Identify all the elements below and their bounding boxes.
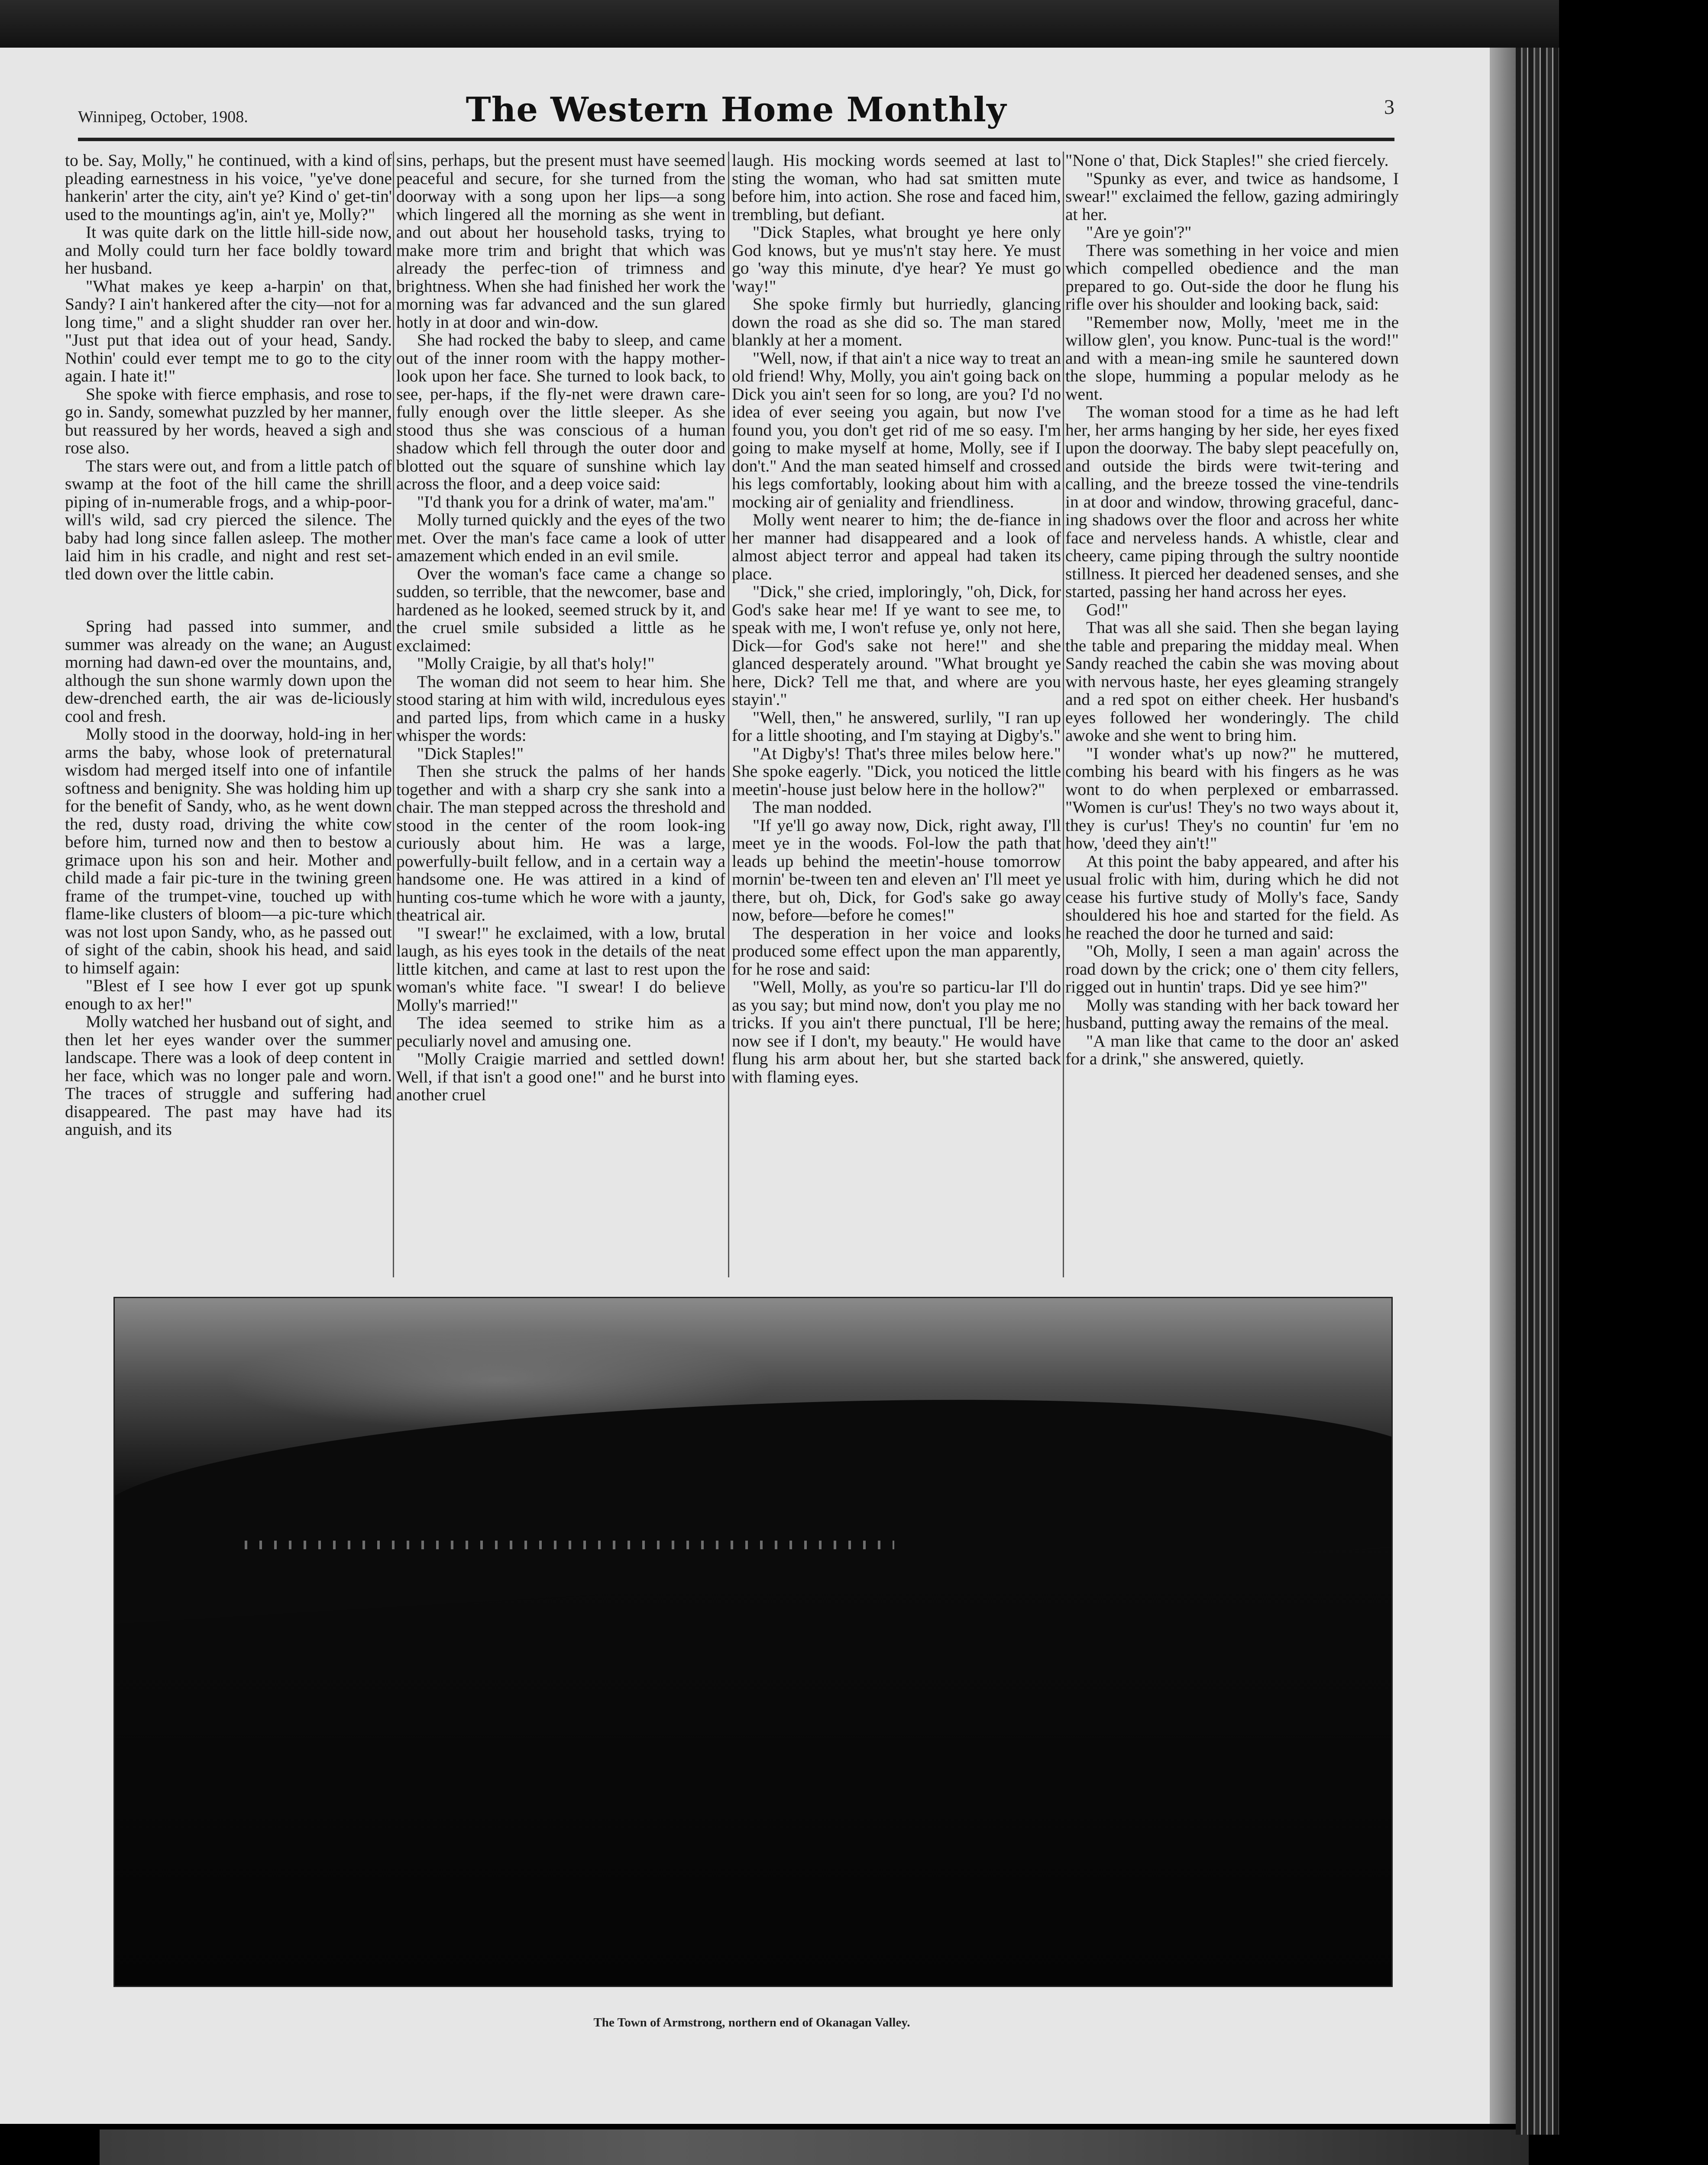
paragraph: Then she struck the palms of her hands together and with a sharp cry she sank into a chair. The man stepped across the threshold and stood in the center of the room look-ing curiously about him. He was a large, powerfully-built fellow, and in a certain way a handsome one. He was attired in a kind of hunting cos-tume which he wore with a jaunty, theatrical air. [396,762,725,924]
article-column-3 [732,152,1061,1277]
paragraph: Molly went nearer to him; the de-fiance in her manner had disappeared and a look of almost abject terror and appeal had taken its place. [732,510,1061,583]
paragraph: "I swear!" he exclaimed, with a low, brutal laugh, as his eyes took in the details of the neat little kitchen, and came at last to rest upon the woman's white face. "I swear! I do believe Molly's married!" [396,923,725,1015]
paragraph: "Well, then," he answered, surlily, "I ran up for a little shooting, and I'm staying at Digby's." [732,708,1061,745]
paragraph: "If ye'll go away now, Dick, right away, I'll meet ye in the woods. Fol-low the path that leads up behind the meetin'-house tomorrow mornin' be-tween ten and eleven an' I'll meet ye there, but oh, Dick, for God's sake go away now, before—before he comes!" [732,815,1061,924]
running-head [78,87,1394,134]
paragraph: She spoke firmly but hurriedly, glancing down the road as she did so. The man stared blankly at her a moment. [732,294,1061,349]
paragraph: Molly stood in the doorway, hold-ing in her arms the baby, whose look of preternatural wisdom had merged itself into one of infantile softness and benignity. She was holding him up for the benefit of Sandy, who, as he went down the red, dusty road, driving the white cow before him, turned now and then to bestow a grimace upon his son and heir. Mother and child made a fair pic-ture in the twining green frame of the trumpet-vine, touched up with flame-like clusters of bloom—a pic-ture which was not lost upon Sandy, who, as he passed out of sight of the cabin, shook his head, and said to himself again: [65,724,392,977]
publication-title: The Western Home Monthly [466,90,1007,129]
paragraph: At this point the baby appeared, and after his usual frolic with him, during which he did not cease his furtive study of Molly's face, Sandy shouldered his hoe and started for the field. As he reached the door he turned and said: [1065,851,1399,943]
paragraph: Molly was standing with her back toward her husband, putting away the remains of the meal. [1065,995,1399,1032]
page-edge-shadow [1490,48,1516,2124]
photo-caption: The Town of Armstrong, northern end of Okanagan Valley. [593,2016,910,2029]
paragraph: "Dick Staples!" [417,743,524,763]
column-rule [393,152,394,1277]
scan-background-top [0,0,1708,48]
town-buildings [245,1541,894,1549]
page-number: 3 [1384,96,1394,119]
paragraph: "Well, Molly, as you're so particu-lar I'll do as you say; but mind now, don't you play me no tricks. If you ain't there punctual, I'll be here; now see if I don't, my beauty." He would have flung his arm about her, but she started back with flaming eyes. [732,977,1061,1086]
paragraph: "At Digby's! That's three miles below here." She spoke eagerly. "Dick, you noticed the little meetin'-house just below here in the hollow?" [732,743,1061,799]
paragraph: The woman did not seem to hear him. She stood staring at him with wild, incredulous eyes and parted lips, from which came in a husky whisper the words: [396,672,725,745]
article-column-1 [65,152,392,1277]
paragraph: "What makes ye keep a-harpin' on that, Sandy? I ain't hankered after the city—not for a long time," and a slight shudder ran over her. "Just put that idea out of your head, Sandy. Nothin' could ever tempt me to go to the city again. I hate it!" [65,276,392,385]
paragraph: The idea seemed to strike him as a peculiarly novel and amusing one. [396,1013,725,1050]
paragraph: God!" [1086,600,1129,619]
issue-date: Winnipeg, October, 1908. [78,108,248,126]
paragraph: The stars were out, and from a little patch of swamp at the foot of the hill came the shrill piping of in-numerable frogs, and a whip-poor-will's wild, sad cry pierced the silence. The baby had long since fallen asleep. The mother laid him in his cradle, and night and rest set-tled down over the little cabin. [65,456,392,583]
paragraph: "Molly Craigie married and settled down! Well, if that isn't a good one!" and he burst into another cruel [396,1049,725,1104]
paragraph: "I'd thank you for a drink of water, ma'am." [417,492,715,511]
binding-spine [1516,48,1559,2135]
paragraph: "None o' that, Dick Staples!" she cried fiercely. [1065,152,1389,170]
paragraph: "Blest ef I see how I ever got up spunk enough to ax her!" [65,976,392,1013]
paragraph: "Remember now, Molly, 'meet me in the willow glen', you know. Punc-tual is the word!" and with a mean-ing smile he sauntered down the slope, humming a popular melody as he went. [1065,312,1399,404]
scan-background-right [1559,0,1708,2165]
article-column-2 [396,152,725,1277]
paragraph: "I wonder what's up now?" he muttered, combing his beard with his fingers as he was wont to do when perplexed or embarrassed. "Women is cur'us! They's no two ways about it, they is cur'us! They's no countin' fur 'em no how, 'deed they ain't!" [1065,743,1399,853]
paragraph: "A man like that came to the door an' asked for a drink," she answered, quietly. [1065,1031,1399,1068]
paragraph: sins, perhaps, but the present must have seemed peaceful and secure, for she turned from the doorway with a song upon her lips—a song which lingered all the morning as she went in and out about her household tasks, trying to make more trim and bright that which was already the perfec-tion of trimness and brightness. When she had finished her work the morning was far advanced and the sun glared hotly in at door and win-dow. [396,152,725,332]
header-rule [78,138,1394,141]
paragraph: She had rocked the baby to sleep, and came out of the inner room with the happy mother-look upon her face. She turned to look back, to see, per-haps, if the fly-net were drawn care-fully enough over the little sleeper. As she stood thus she was conscious of a human shadow which fell through the outer door and blotted out the square of sunshine which lay across the floor, and a deep voice said: [396,330,725,493]
column-rule [728,152,729,1277]
paragraph: It was quite dark on the little hill-side now, and Molly could turn her face boldly toward her husband. [65,223,392,278]
paragraph: "Molly Craigie, by all that's holy!" [417,654,655,673]
paragraph: "Dick," she cried, imploringly, "oh, Dick, for God's sake hear me! If ye want to see me, to speak with me, I won't refuse ye, only not here, Dick—for God's sake not here!" and she glanced desperately around. "What brought ye here, Dick? Tell me that, and where are you stayin'." [732,582,1061,709]
paragraph: The desperation in her voice and looks produced some effect upon the man apparently, for he rose and said: [732,923,1061,979]
paragraph: She spoke with fierce emphasis, and rose to go in. Sandy, somewhat puzzled by her manner, but reassured by her words, heaved a sigh and rose also. [65,384,392,457]
paragraph: That was all she said. Then she began laying the table and preparing the midday meal. When Sandy reached the cabin she was moving about with nervous haste, her eyes gleaming strangely and a red spot on either cheek. Her husband's eyes followed her wonderingly. The child awoke and she went to bring him. [1065,618,1399,745]
column-rule [1063,152,1064,1277]
paragraph: Over the woman's face came a change so sudden, so terrible, that the newcomer, base and hardened as he looked, seemed struck by it, and the cruel smile subsided a little as he exclaimed: [396,564,725,655]
paragraph: "Spunky as ever, and twice as handsome, I swear!" exclaimed the fellow, gazing admiringly at her. [1065,168,1399,224]
town-photograph [113,1297,1393,1987]
paragraph: Molly watched her husband out of sight, and then let her eyes wander over the summer landscape. There was a look of deep content in her face, which was no longer pale and worn. The traces of struggle and suffering had disappeared. The past may have had its anguish, and its [65,1012,392,1139]
paragraph: "Oh, Molly, I seen a man again' across the road down by the crick; one o' them city fellers, rigged out in huntin' traps. Did ye see him?" [1065,941,1399,996]
paragraph: The man nodded. [753,798,872,817]
paragraph: to be. Say, Molly," he continued, with a kind of pleading earnestness in his voice, "ye've done hankerin' arter the city, ain't ye? Kind o' get-tin' used to the mountings ag'in, ain't ye, Molly?" [65,152,392,224]
hillside-silhouette [113,1361,1393,1625]
paragraph: Spring had passed into summer, and summer was already on the wane; an August morning had dawn-ed over the mountains, and, although the sun shone warmly down upon the dew-drenched earth, the air was de-liciously cool and fresh. [65,617,392,726]
paragraph: "Are ye goin'?" [1086,223,1192,242]
paragraph: There was something in her voice and mien which compelled obedience and the man prepared to go. Out-side the door he flung his rifle over his shoulder and looking back, said: [1065,240,1399,313]
paragraph: The woman stood for a time as he had left her, her arms hanging by her side, her eyes fixed upon the doorway. The baby slept peacefully on, and outside the birds were twit-tering and calling, and the breeze tossed the vine-tendrils in at door and window, throwing graceful, danc-ing shadows over the floor and across her white face and nerveless hands. A whistle, clear and cheery, came piping through the sultry noontide stillness. It pierced her deadened senses, and she started, passing her hand across her eyes. [1065,402,1399,601]
paragraph: "Well, now, if that ain't a nice way to treat an old friend! Why, Molly, you ain't going back on Dick you ain't seen for so long, are you? I'd no idea of ever seeing you again, but now I've found you, you don't get rid of me so easy. I'm going to make myself at home, Molly, see if I don't." And the man seated himself and crossed his legs comfortably, looking about him with a mocking air of geniality and friendliness. [732,348,1061,511]
paragraph: "Dick Staples, what brought ye here only God knows, but ye mus'n't stay here. Ye must go 'way this minute, d'ye hear? Ye must go 'way!" [732,223,1061,296]
paragraph: Molly turned quickly and the eyes of the two met. Over the man's face came a look of utter amazement which ended in an evil smile. [396,510,725,565]
next-page-edge [100,2129,1529,2165]
paragraph: laugh. His mocking words seemed at last to sting the woman, who had sat smitten mute before him, into action. She rose and faced him, trembling, but defiant. [732,152,1061,224]
article-column-4 [1065,152,1399,1277]
